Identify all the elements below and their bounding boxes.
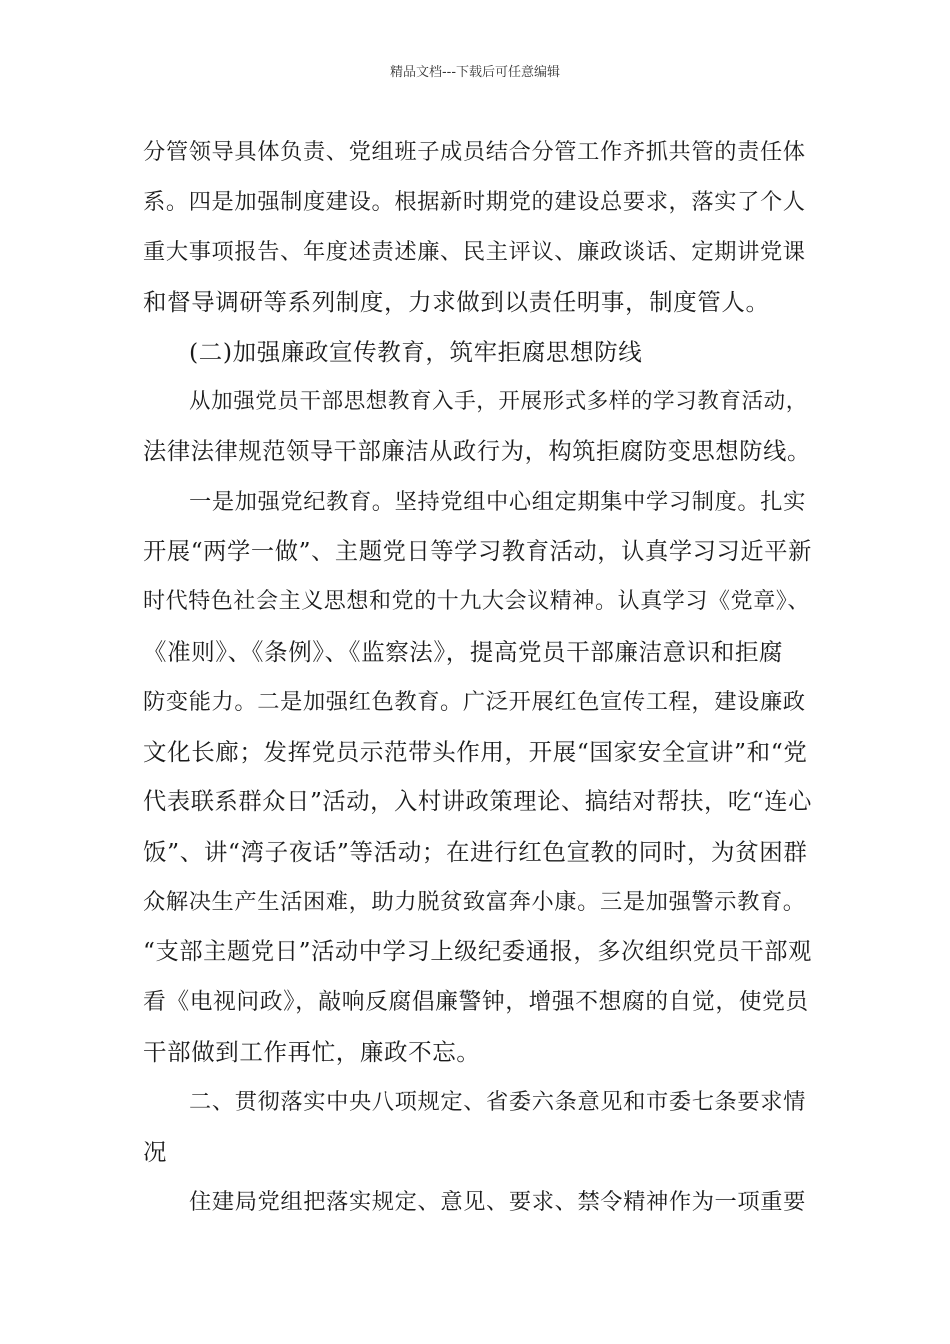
text-line: 防变能力。二是加强红色教育。广泛开展红色宣传工程，建设廉政 (143, 689, 806, 715)
text-line: 看《电视问政》，敲响反腐倡廉警钟，增强不想腐的自觉，使党员 (143, 989, 809, 1015)
text-line: 干部做到工作再忙，廉政不忘。 (143, 1038, 481, 1066)
text-line: 众解决生产生活困难，助力脱贫致富奔小康。三是加强警示教育。 (143, 889, 806, 915)
page-header: 精品文档---下载后可任意编辑 (389, 65, 561, 80)
text-line: 法律法律规范领导干部廉洁从政行为，构筑拒腐防变思想防线。 (143, 438, 811, 465)
text-line: 《准则》、《条例》、《监察法》，提高党员干部廉洁意识和拒腐 (143, 638, 784, 666)
text-line: 重大事项报告、年度述责述廉、民主评议、廉政谈话、定期讲党课 (143, 239, 806, 265)
section-heading: (二)加强廉政宣传教育，筑牢拒腐思想防线 (189, 338, 643, 366)
section-heading-continued: 况 (143, 1138, 168, 1166)
text-line: 和督导调研等系列制度，力求做到以责任明事，制度管人。 (143, 288, 770, 316)
text-line: 饭”、讲“湾子夜话”等活动；在进行红色宣教的同时，为贫困群 (143, 838, 808, 866)
text-line: 分管领导具体负责、党组班子成员结合分管工作齐抓共管的责任体 (143, 139, 806, 165)
text-line: 文化长廊；发挥党员示范带头作用，开展“国家安全宣讲”和“党 (143, 738, 808, 766)
text-line: 一是加强党纪教育。坚持党组中心组定期集中学习制度。扎实 (189, 489, 806, 515)
text-line: 代表联系群众日”活动，入村讲政策理论、搞结对帮扶，吃“连心 (143, 788, 812, 815)
text-line: 系。四是加强制度建设。根据新时期党的建设总要求，落实了个人 (143, 189, 806, 215)
text-line: 从加强党员干部思想教育入手，开展形式多样的学习教育活动， (189, 389, 808, 414)
text-line: 开展“两学一做”、主题党日等学习教育活动，认真学习习近平新 (143, 538, 812, 565)
text-line: 住建局党组把落实规定、意见、要求、禁令精神作为一项重要 (189, 1189, 806, 1215)
text-line: “支部主题党日”活动中学习上级纪委通报，多次组织党员干部观 (143, 938, 812, 965)
section-heading: 二、贯彻落实中央八项规定、省委六条意见和市委七条要求情 (189, 1089, 806, 1115)
text-line: 时代特色社会主义思想和党的十九大会议精神。认真学习《党章》、 (143, 589, 811, 614)
